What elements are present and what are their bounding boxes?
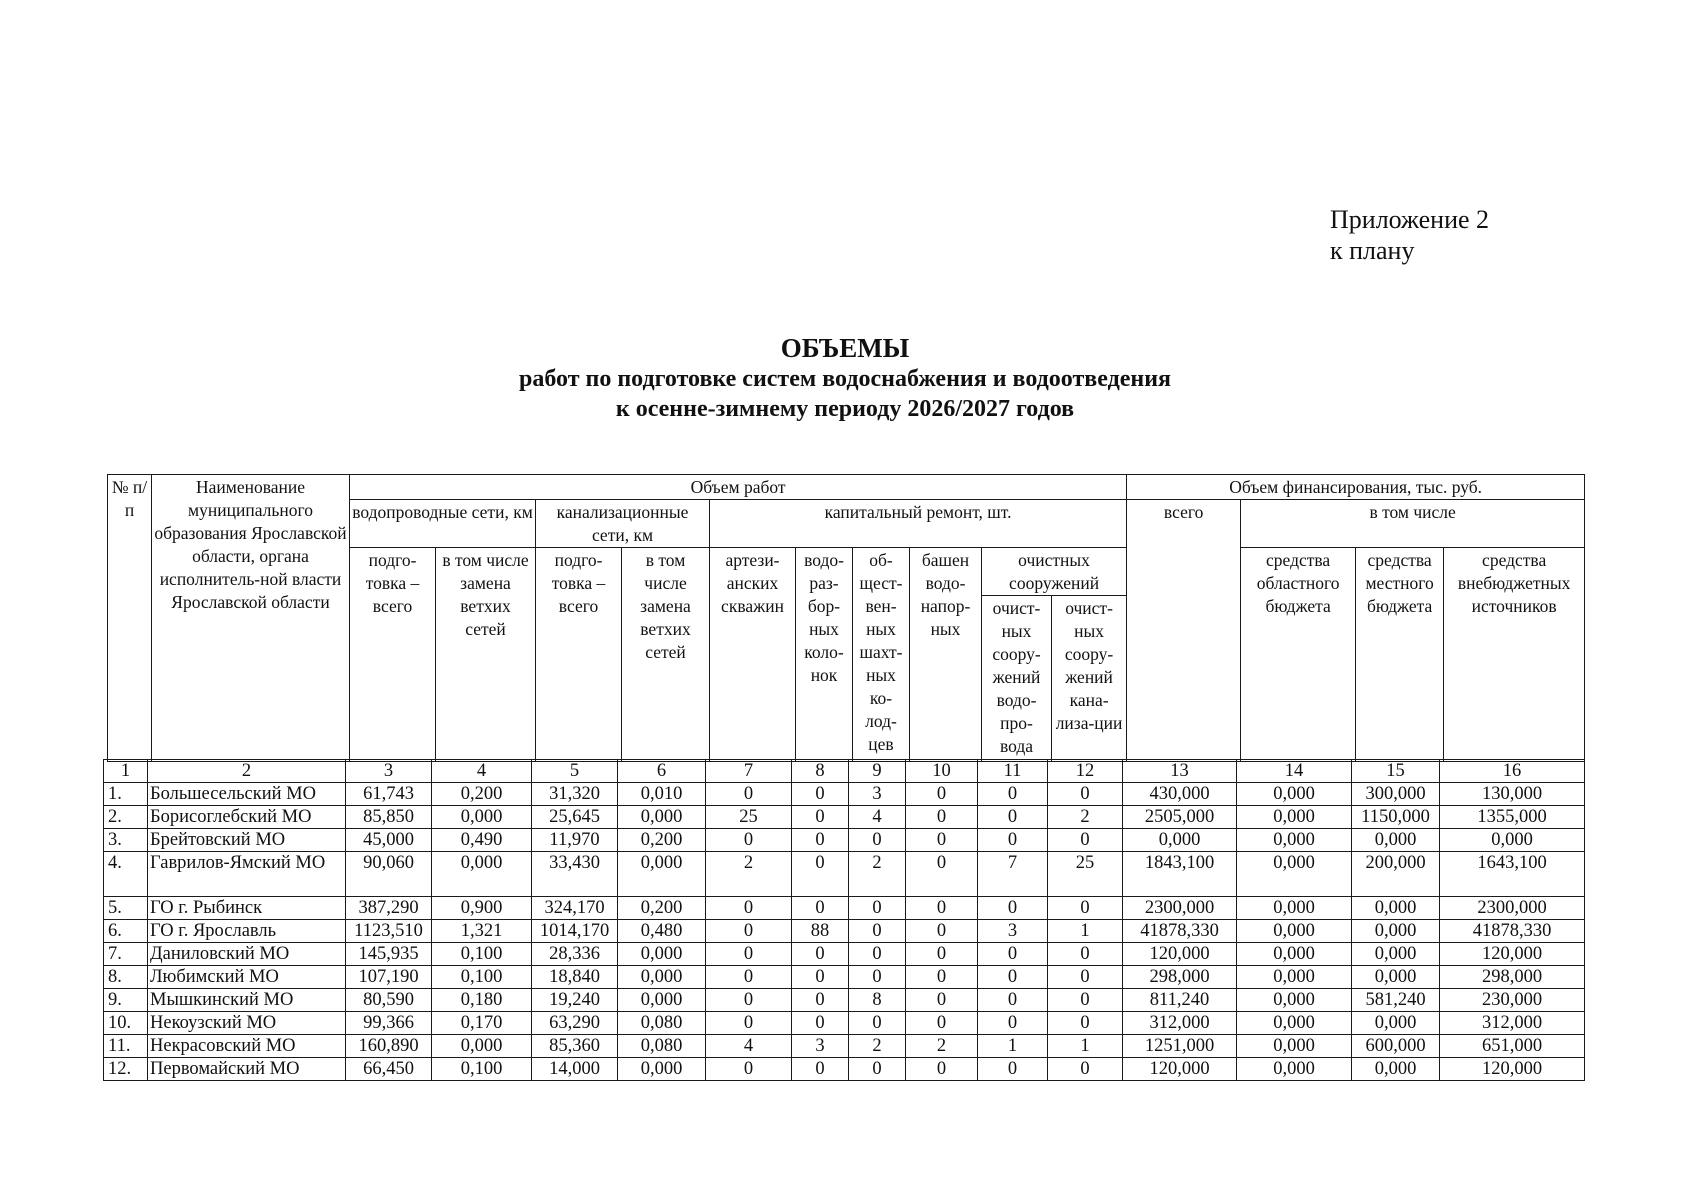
appendix-label xyxy=(1330,204,1489,266)
municipality-name-cell: Некрасовский МО xyxy=(148,1035,346,1058)
table-header xyxy=(107,474,1585,762)
value-cell-3: 107,190 xyxy=(346,966,432,989)
value-cell-4: 0,200 xyxy=(432,783,532,806)
value-cell-4: 0,900 xyxy=(432,897,532,920)
value-cell-9: 3 xyxy=(849,783,906,806)
table-row xyxy=(104,852,1585,897)
value-cell-12: 0 xyxy=(1048,989,1123,1012)
value-cell-3: 160,890 xyxy=(346,1035,432,1058)
header-sewer-replace: в том числе замена ветхих сетей xyxy=(622,548,710,762)
value-cell-14: 0,000 xyxy=(1237,1035,1352,1058)
column-number: 15 xyxy=(1352,760,1440,783)
municipality-name-cell: Первомайский МО xyxy=(148,1058,346,1081)
value-cell-5: 18,840 xyxy=(532,966,618,989)
table-row xyxy=(104,897,1585,920)
value-cell-7: 4 xyxy=(706,1035,792,1058)
value-cell-12: 25 xyxy=(1048,852,1123,897)
column-number: 16 xyxy=(1440,760,1585,783)
value-cell-10: 2 xyxy=(906,1035,978,1058)
value-cell-6: 0,000 xyxy=(618,966,706,989)
header-water-prep-total: подго-товка – всего xyxy=(350,548,436,762)
value-cell-5: 63,290 xyxy=(532,1012,618,1035)
value-cell-6: 0,010 xyxy=(618,783,706,806)
value-cell-10: 0 xyxy=(906,806,978,829)
value-cell-16: 130,000 xyxy=(1440,783,1585,806)
value-cell-11: 0 xyxy=(978,783,1048,806)
value-cell-15: 600,000 xyxy=(1352,1035,1440,1058)
value-cell-4: 0,170 xyxy=(432,1012,532,1035)
row-number-cell: 9. xyxy=(104,989,148,1012)
value-cell-5: 11,970 xyxy=(532,829,618,852)
value-cell-8: 0 xyxy=(792,943,849,966)
value-cell-16: 312,000 xyxy=(1440,1012,1585,1035)
value-cell-14: 0,000 xyxy=(1237,897,1352,920)
value-cell-12: 2 xyxy=(1048,806,1123,829)
municipality-name-cell: Брейтовский МО xyxy=(148,829,346,852)
value-cell-3: 145,935 xyxy=(346,943,432,966)
value-cell-11: 7 xyxy=(978,852,1048,897)
row-number-cell: 11. xyxy=(104,1035,148,1058)
value-cell-6: 0,080 xyxy=(618,1012,706,1035)
row-number-cell: 8. xyxy=(104,966,148,989)
value-cell-16: 230,000 xyxy=(1440,989,1585,1012)
value-cell-16: 120,000 xyxy=(1440,1058,1585,1081)
value-cell-5: 14,000 xyxy=(532,1058,618,1081)
value-cell-11: 1 xyxy=(978,1035,1048,1058)
header-extra-budget: средства внебюджетных источников xyxy=(1444,548,1585,762)
value-cell-11: 0 xyxy=(978,966,1048,989)
header-sewer-networks: канализационные сети, км xyxy=(536,500,710,548)
value-cell-12: 0 xyxy=(1048,783,1123,806)
value-cell-8: 0 xyxy=(792,829,849,852)
column-number: 1 xyxy=(104,760,148,783)
value-cell-4: 0,000 xyxy=(432,852,532,897)
value-cell-8: 0 xyxy=(792,1012,849,1035)
value-cell-10: 0 xyxy=(906,783,978,806)
value-cell-3: 90,060 xyxy=(346,852,432,897)
column-number: 2 xyxy=(148,760,346,783)
row-number-cell: 4. xyxy=(104,852,148,897)
column-number-row xyxy=(104,760,1585,783)
value-cell-16: 0,000 xyxy=(1440,829,1585,852)
value-cell-7: 0 xyxy=(706,897,792,920)
document-title xyxy=(380,332,1310,424)
header-works: Объем работ xyxy=(350,475,1127,500)
value-cell-8: 0 xyxy=(792,806,849,829)
value-cell-12: 1 xyxy=(1048,920,1123,943)
value-cell-5: 28,336 xyxy=(532,943,618,966)
column-number: 5 xyxy=(532,760,618,783)
appendix-line-2: к плану xyxy=(1330,236,1415,265)
value-cell-16: 651,000 xyxy=(1440,1035,1585,1058)
value-cell-14: 0,000 xyxy=(1237,829,1352,852)
value-cell-6: 0,200 xyxy=(618,897,706,920)
value-cell-4: 0,490 xyxy=(432,829,532,852)
column-number: 4 xyxy=(432,760,532,783)
value-cell-6: 0,000 xyxy=(618,943,706,966)
column-number: 10 xyxy=(906,760,978,783)
value-cell-6: 0,080 xyxy=(618,1035,706,1058)
value-cell-7: 0 xyxy=(706,989,792,1012)
value-cell-15: 200,000 xyxy=(1352,852,1440,897)
value-cell-15: 0,000 xyxy=(1352,829,1440,852)
value-cell-9: 2 xyxy=(849,1035,906,1058)
value-cell-10: 0 xyxy=(906,1058,978,1081)
value-cell-16: 2300,000 xyxy=(1440,897,1585,920)
header-total: всего xyxy=(1127,500,1241,762)
value-cell-9: 0 xyxy=(849,966,906,989)
value-cell-14: 0,000 xyxy=(1237,806,1352,829)
value-cell-7: 0 xyxy=(706,1058,792,1081)
value-cell-13: 1251,000 xyxy=(1123,1035,1237,1058)
value-cell-8: 3 xyxy=(792,1035,849,1058)
header-including: в том числе xyxy=(1241,500,1585,548)
value-cell-10: 0 xyxy=(906,897,978,920)
header-num: № п/п xyxy=(108,475,152,762)
value-cell-5: 85,360 xyxy=(532,1035,618,1058)
value-cell-6: 0,480 xyxy=(618,920,706,943)
value-cell-4: 0,000 xyxy=(432,806,532,829)
value-cell-13: 811,240 xyxy=(1123,989,1237,1012)
column-number: 13 xyxy=(1123,760,1237,783)
value-cell-9: 0 xyxy=(849,920,906,943)
value-cell-10: 0 xyxy=(906,829,978,852)
header-water-columns: водо-раз-бор-ных коло-нок xyxy=(796,548,853,762)
value-cell-5: 31,320 xyxy=(532,783,618,806)
value-cell-11: 0 xyxy=(978,943,1048,966)
header-local-budget: средства местного бюджета xyxy=(1356,548,1444,762)
value-cell-4: 0,180 xyxy=(432,989,532,1012)
value-cell-16: 41878,330 xyxy=(1440,920,1585,943)
table-row xyxy=(104,829,1585,852)
value-cell-4: 1,321 xyxy=(432,920,532,943)
value-cell-6: 0,000 xyxy=(618,1058,706,1081)
value-cell-12: 1 xyxy=(1048,1035,1123,1058)
value-cell-8: 0 xyxy=(792,852,849,897)
value-cell-15: 300,000 xyxy=(1352,783,1440,806)
row-number-cell: 2. xyxy=(104,806,148,829)
value-cell-3: 66,450 xyxy=(346,1058,432,1081)
value-cell-6: 0,200 xyxy=(618,829,706,852)
value-cell-9: 2 xyxy=(849,852,906,897)
row-number-cell: 12. xyxy=(104,1058,148,1081)
value-cell-5: 19,240 xyxy=(532,989,618,1012)
value-cell-14: 0,000 xyxy=(1237,920,1352,943)
value-cell-13: 430,000 xyxy=(1123,783,1237,806)
value-cell-7: 0 xyxy=(706,920,792,943)
value-cell-10: 0 xyxy=(906,989,978,1012)
value-cell-11: 0 xyxy=(978,1058,1048,1081)
header-water-networks: водопроводные сети, км xyxy=(350,500,536,548)
header-regional-budget: средства областного бюджета xyxy=(1241,548,1356,762)
header-name: Наименование муниципального образования Ярославской области, органа исполнитель-ной власти Ярославской области xyxy=(152,475,350,762)
value-cell-5: 324,170 xyxy=(532,897,618,920)
municipality-name-cell: Мышкинский МО xyxy=(148,989,346,1012)
value-cell-13: 2300,000 xyxy=(1123,897,1237,920)
header-artesian: артези-анских скважин xyxy=(710,548,796,762)
value-cell-15: 0,000 xyxy=(1352,966,1440,989)
row-number-cell: 6. xyxy=(104,920,148,943)
value-cell-5: 25,645 xyxy=(532,806,618,829)
value-cell-11: 0 xyxy=(978,806,1048,829)
value-cell-12: 0 xyxy=(1048,829,1123,852)
table-row xyxy=(104,1012,1585,1035)
value-cell-7: 25 xyxy=(706,806,792,829)
header-towers: башен водо-напор-ных xyxy=(910,548,982,762)
value-cell-4: 0,100 xyxy=(432,966,532,989)
header-treatment-water: очист-ных соору-жений водо-про-вода xyxy=(982,596,1052,762)
value-cell-13: 2505,000 xyxy=(1123,806,1237,829)
data-table xyxy=(103,759,1585,1081)
value-cell-14: 0,000 xyxy=(1237,989,1352,1012)
header-public-wells: об-щест-вен-ных шахт-ных ко-лод-цев xyxy=(853,548,910,762)
column-number: 3 xyxy=(346,760,432,783)
value-cell-8: 0 xyxy=(792,783,849,806)
row-number-cell: 7. xyxy=(104,943,148,966)
value-cell-13: 120,000 xyxy=(1123,1058,1237,1081)
value-cell-3: 387,290 xyxy=(346,897,432,920)
header-sewer-prep-total: подго-товка – всего xyxy=(536,548,622,762)
appendix-line-1: Приложение 2 xyxy=(1330,205,1490,234)
value-cell-8: 0 xyxy=(792,989,849,1012)
value-cell-10: 0 xyxy=(906,920,978,943)
column-number: 6 xyxy=(618,760,706,783)
value-cell-7: 2 xyxy=(706,852,792,897)
value-cell-13: 312,000 xyxy=(1123,1012,1237,1035)
value-cell-14: 0,000 xyxy=(1237,852,1352,897)
value-cell-16: 120,000 xyxy=(1440,943,1585,966)
value-cell-7: 0 xyxy=(706,943,792,966)
municipality-name-cell: ГО г. Рыбинск xyxy=(148,897,346,920)
header-capital-repair: капитальный ремонт, шт. xyxy=(710,500,1127,548)
value-cell-7: 0 xyxy=(706,966,792,989)
value-cell-7: 0 xyxy=(706,829,792,852)
value-cell-10: 0 xyxy=(906,852,978,897)
value-cell-9: 0 xyxy=(849,1058,906,1081)
value-cell-13: 120,000 xyxy=(1123,943,1237,966)
value-cell-15: 0,000 xyxy=(1352,1012,1440,1035)
column-number: 12 xyxy=(1048,760,1123,783)
value-cell-4: 0,000 xyxy=(432,1035,532,1058)
value-cell-11: 0 xyxy=(978,897,1048,920)
value-cell-3: 99,366 xyxy=(346,1012,432,1035)
value-cell-13: 1843,100 xyxy=(1123,852,1237,897)
value-cell-6: 0,000 xyxy=(618,852,706,897)
value-cell-15: 0,000 xyxy=(1352,897,1440,920)
value-cell-14: 0,000 xyxy=(1237,1012,1352,1035)
value-cell-3: 45,000 xyxy=(346,829,432,852)
value-cell-12: 0 xyxy=(1048,897,1123,920)
value-cell-5: 1014,170 xyxy=(532,920,618,943)
header-treatment-sewer: очист-ных соору-жений кана-лиза-ции xyxy=(1052,596,1127,762)
column-number: 7 xyxy=(706,760,792,783)
value-cell-9: 0 xyxy=(849,943,906,966)
row-number-cell: 5. xyxy=(104,897,148,920)
table-row xyxy=(104,920,1585,943)
value-cell-9: 0 xyxy=(849,829,906,852)
value-cell-16: 298,000 xyxy=(1440,966,1585,989)
value-cell-6: 0,000 xyxy=(618,989,706,1012)
value-cell-4: 0,100 xyxy=(432,943,532,966)
value-cell-16: 1643,100 xyxy=(1440,852,1585,897)
municipality-name-cell: Даниловский МО xyxy=(148,943,346,966)
value-cell-7: 0 xyxy=(706,783,792,806)
value-cell-12: 0 xyxy=(1048,943,1123,966)
table-row xyxy=(104,989,1585,1012)
value-cell-3: 80,590 xyxy=(346,989,432,1012)
row-number-cell: 3. xyxy=(104,829,148,852)
municipality-name-cell: ГО г. Ярославль xyxy=(148,920,346,943)
value-cell-8: 88 xyxy=(792,920,849,943)
value-cell-14: 0,000 xyxy=(1237,943,1352,966)
value-cell-11: 0 xyxy=(978,989,1048,1012)
column-number: 11 xyxy=(978,760,1048,783)
value-cell-15: 0,000 xyxy=(1352,1058,1440,1081)
value-cell-8: 0 xyxy=(792,966,849,989)
value-cell-12: 0 xyxy=(1048,1058,1123,1081)
value-cell-13: 298,000 xyxy=(1123,966,1237,989)
title-subtitle-1: работ по подготовке систем водоснабжения и водоотведения xyxy=(518,366,1172,392)
value-cell-8: 0 xyxy=(792,1058,849,1081)
value-cell-15: 1150,000 xyxy=(1352,806,1440,829)
value-cell-15: 581,240 xyxy=(1352,989,1440,1012)
value-cell-10: 0 xyxy=(906,1012,978,1035)
value-cell-13: 0,000 xyxy=(1123,829,1237,852)
value-cell-12: 0 xyxy=(1048,1012,1123,1035)
table-row xyxy=(104,806,1585,829)
table-row xyxy=(104,1035,1585,1058)
municipality-name-cell: Большесельский МО xyxy=(148,783,346,806)
value-cell-8: 0 xyxy=(792,897,849,920)
value-cell-7: 0 xyxy=(706,1012,792,1035)
value-cell-4: 0,100 xyxy=(432,1058,532,1081)
title-main: ОБЪЕМЫ xyxy=(780,333,910,363)
value-cell-10: 0 xyxy=(906,966,978,989)
value-cell-11: 3 xyxy=(978,920,1048,943)
value-cell-3: 61,743 xyxy=(346,783,432,806)
row-number-cell: 10. xyxy=(104,1012,148,1035)
value-cell-10: 0 xyxy=(906,943,978,966)
header-treatment: очистных сооружений xyxy=(982,548,1127,596)
table-row xyxy=(104,943,1585,966)
value-cell-9: 8 xyxy=(849,989,906,1012)
column-number: 9 xyxy=(849,760,906,783)
header-water-replace: в том числе замена ветхих сетей xyxy=(436,548,536,762)
value-cell-14: 0,000 xyxy=(1237,966,1352,989)
municipality-name-cell: Некоузский МО xyxy=(148,1012,346,1035)
value-cell-3: 1123,510 xyxy=(346,920,432,943)
value-cell-15: 0,000 xyxy=(1352,920,1440,943)
column-number: 8 xyxy=(792,760,849,783)
table-row xyxy=(104,783,1585,806)
value-cell-5: 33,430 xyxy=(532,852,618,897)
value-cell-16: 1355,000 xyxy=(1440,806,1585,829)
column-number: 14 xyxy=(1237,760,1352,783)
value-cell-13: 41878,330 xyxy=(1123,920,1237,943)
value-cell-3: 85,850 xyxy=(346,806,432,829)
value-cell-14: 0,000 xyxy=(1237,1058,1352,1081)
value-cell-11: 0 xyxy=(978,1012,1048,1035)
municipality-name-cell: Борисоглебский МО xyxy=(148,806,346,829)
value-cell-9: 4 xyxy=(849,806,906,829)
municipality-name-cell: Любимский МО xyxy=(148,966,346,989)
value-cell-11: 0 xyxy=(978,829,1048,852)
header-financing: Объем финансирования, тыс. руб. xyxy=(1127,475,1585,500)
row-number-cell: 1. xyxy=(104,783,148,806)
title-subtitle-2: к осенне-зимнему периоду 2026/2027 годов xyxy=(615,396,1075,422)
value-cell-12: 0 xyxy=(1048,966,1123,989)
value-cell-15: 0,000 xyxy=(1352,943,1440,966)
value-cell-9: 0 xyxy=(849,897,906,920)
value-cell-14: 0,000 xyxy=(1237,783,1352,806)
table-row xyxy=(104,1058,1585,1081)
municipality-name-cell: Гаврилов-Ямский МО xyxy=(148,852,346,897)
table-row xyxy=(104,966,1585,989)
value-cell-6: 0,000 xyxy=(618,806,706,829)
value-cell-9: 0 xyxy=(849,1012,906,1035)
